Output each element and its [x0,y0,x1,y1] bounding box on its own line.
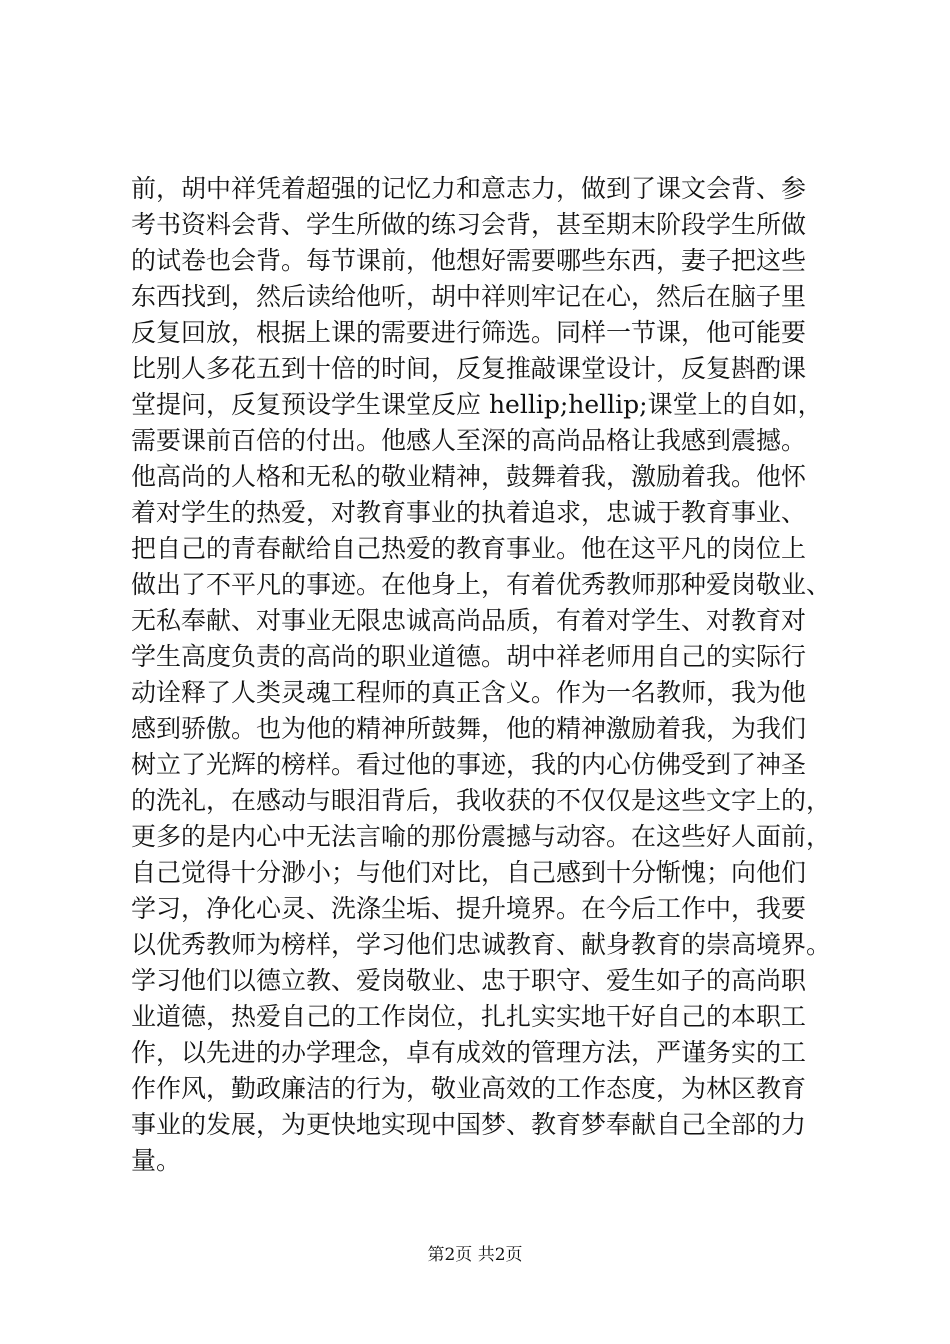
text-line: 需要课前百倍的付出。他感人至深的高尚品格让我感到震撼。 [131,426,807,455]
text-line: 前，胡中祥凭着超强的记忆力和意志力，做到了课文会背、参 [131,174,807,203]
text-line: 以优秀教师为榜样，学习他们忠诚教育、献身教育的崇高境界。 [131,930,832,959]
text-line: 感到骄傲。也为他的精神所鼓舞，他的精神激励着我，为我们 [131,714,807,743]
text-line: 学习，净化心灵、洗涤尘垢、提升境界。在今后工作中，我要 [131,894,807,923]
text-line: 作作风，勤政廉洁的行为，敬业高效的工作态度，为林区教育 [131,1074,807,1103]
body-text [131,171,831,1179]
text-line: 东西找到，然后读给他听，胡中祥则牢记在心，然后在脑子里 [131,282,807,311]
text-line: 他高尚的人格和无私的敬业精神，鼓舞着我，激励着我。他怀 [131,462,807,491]
text-line: 反复回放，根据上课的需要进行筛选。同样一节课，他可能要 [131,318,807,347]
text-line: 树立了光辉的榜样。看过他的事迹，我的内心仿佛受到了神圣 [131,750,807,779]
text-line: 作，以先进的办学理念，卓有成效的管理方法，严谨务实的工 [131,1038,807,1067]
text-line: 把自己的青春献给自己热爱的教育事业。他在这平凡的岗位上 [131,534,807,563]
text-line: 动诠释了人类灵魂工程师的真正含义。作为一名教师，我为他 [131,678,807,707]
text-line: 堂提问，反复预设学生课堂反应 hellip;hellip;课堂上的自如， [131,390,823,419]
text-line: 量。 [131,1146,182,1175]
text-line: 考书资料会背、学生所做的练习会背，甚至期末阶段学生所做 [131,210,807,239]
text-line: 的试卷也会背。每节课前，他想好需要哪些东西，妻子把这些 [131,246,807,275]
text-line: 的洗礼，在感动与眼泪背后，我收获的不仅仅是这些文字上的， [131,786,832,815]
text-line: 业道德，热爱自己的工作岗位，扎扎实实地干好自己的本职工 [131,1002,807,1031]
text-line: 学生高度负责的高尚的职业道德。胡中祥老师用自己的实际行 [131,642,807,671]
text-line: 更多的是内心中无法言喻的那份震撼与动容。在这些好人面前， [131,822,832,851]
text-line: 着对学生的热爱，对教育事业的执着追求，忠诚于教育事业、 [131,498,807,527]
text-line: 无私奉献、对事业无限忠诚高尚品质，有着对学生、对教育对 [131,606,807,635]
text-line: 事业的发展，为更快地实现中国梦、教育梦奉献自己全部的力 [131,1110,807,1139]
text-line: 做出了不平凡的事迹。在他身上，有着优秀教师那种爱岗敬业、 [131,570,832,599]
text-line: 自己觉得十分渺小；与他们对比，自己感到十分惭愧；向他们 [131,858,807,887]
text-line: 学习他们以德立教、爱岗敬业、忠于职守、爱生如子的高尚职 [131,966,807,995]
page-number-footer: 第2页 共2页 [427,1245,523,1265]
text-line: 比别人多花五到十倍的时间，反复推敲课堂设计，反复斟酌课 [131,354,807,383]
